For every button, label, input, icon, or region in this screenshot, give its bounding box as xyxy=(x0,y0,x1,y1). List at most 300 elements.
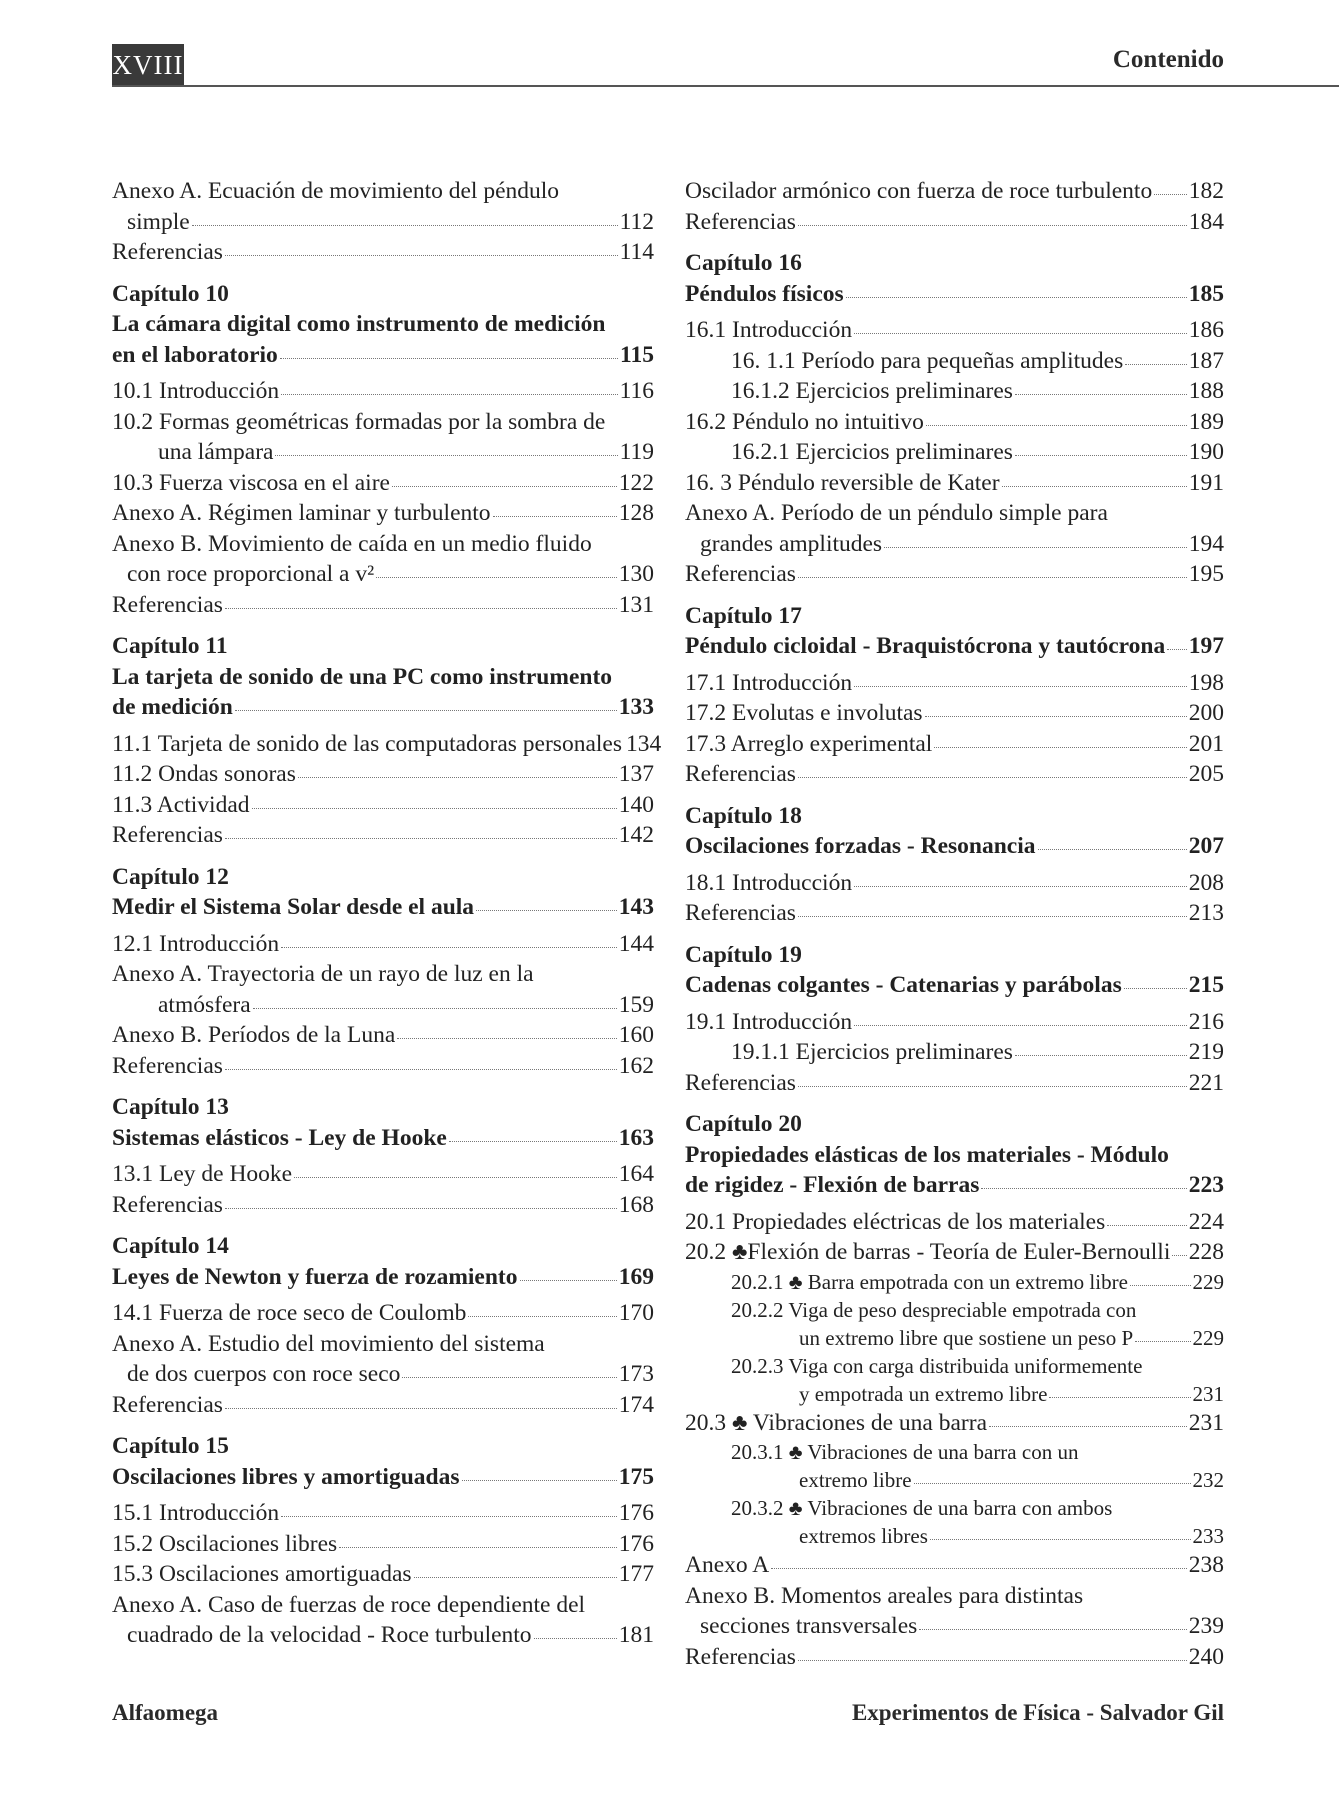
toc-entry xyxy=(112,559,654,590)
toc-entry-title: Referencias xyxy=(112,239,223,265)
dot-leader xyxy=(798,777,1187,778)
toc-entry xyxy=(112,1529,654,1560)
toc-entry-title: Anexo A. Estudio del movimiento del sistema xyxy=(112,1330,545,1357)
toc-entry-title: 16. 3 Péndulo reversible de Kater xyxy=(685,469,1000,496)
dot-leader xyxy=(449,1141,617,1142)
dot-leader xyxy=(846,297,1187,298)
toc-entry-title: atmósfera xyxy=(158,991,251,1018)
toc-page-number: 173 xyxy=(618,1361,654,1387)
toc-entry xyxy=(112,1359,654,1390)
toc-entry xyxy=(685,1494,1224,1522)
toc-entry xyxy=(685,376,1224,407)
toc-page-number: 185 xyxy=(1188,280,1224,307)
toc-entry-title: Anexo A. Período de un péndulo simple para xyxy=(685,500,1108,526)
toc-entry xyxy=(685,1296,1224,1324)
toc-chapter-line xyxy=(112,692,654,723)
toc-chapter-line xyxy=(112,279,654,310)
toc-entry-title: Anexo B. Movimiento de caída en un medio fluido xyxy=(112,530,592,557)
toc-chapter-line xyxy=(112,340,654,371)
toc-entry-title: Referencias xyxy=(112,591,223,618)
publisher: Alfaomega xyxy=(112,1700,219,1725)
dot-leader xyxy=(989,1426,1187,1427)
toc-entry-title: 20.2.1 ♣ Barra empotrada con un extremo libre xyxy=(731,1269,1128,1294)
toc-entry xyxy=(112,990,654,1021)
dot-leader xyxy=(192,225,618,226)
toc-page-number: 188 xyxy=(1188,378,1224,404)
toc-entry xyxy=(112,1051,654,1082)
toc-entry xyxy=(112,1498,654,1529)
dot-leader xyxy=(392,486,617,487)
toc-chapter-line xyxy=(112,1123,654,1154)
dot-leader xyxy=(1172,1255,1186,1256)
toc-entry-title: 16.2.1 Ejercicios preliminares xyxy=(731,439,1013,465)
toc-page-number: 205 xyxy=(1188,761,1224,787)
toc-entry xyxy=(112,407,654,438)
dot-leader xyxy=(926,425,1187,426)
toc-entry-title: 15.2 Oscilaciones libres xyxy=(112,1530,338,1557)
toc-page-number: 184 xyxy=(1188,208,1224,235)
toc-entry xyxy=(112,1159,654,1190)
toc-entry-title: 20.2.3 Viga con carga distribuida uniformemente xyxy=(731,1353,1143,1378)
toc-entry-title: Referencias xyxy=(685,900,796,926)
dot-leader xyxy=(1015,394,1187,395)
toc-entry-title: 13.1 Ley de Hooke xyxy=(112,1161,293,1187)
toc-page-number: 169 xyxy=(618,1263,654,1290)
toc-entry-title: Anexo A. Ecuación de movimiento del péndulo xyxy=(112,178,560,204)
toc-entry-title: Sistemas elásticos - Ley de Hooke xyxy=(112,1124,447,1151)
toc-chapter-line xyxy=(112,1231,654,1262)
toc-page-number: 194 xyxy=(1188,530,1224,557)
toc-entry-title: Capítulo 20 xyxy=(685,1111,802,1137)
toc-page-number: 233 xyxy=(1192,1524,1224,1548)
toc-entry xyxy=(685,468,1224,499)
toc-page-number: 133 xyxy=(618,694,654,720)
toc-entry-title: 18.1 Introducción xyxy=(685,869,853,896)
toc-entry-title: 14.1 Fuerza de roce seco de Coulomb xyxy=(112,1300,467,1326)
toc-entry-title: con roce proporcional a v² xyxy=(127,561,375,587)
toc-entry xyxy=(685,559,1224,590)
toc-page-number: 232 xyxy=(1192,1468,1224,1492)
toc-entry-title: Referencias xyxy=(685,208,796,235)
toc-entry xyxy=(112,1559,654,1590)
toc-page-number: 238 xyxy=(1188,1552,1224,1578)
toc-page-number: 224 xyxy=(1188,1208,1224,1235)
toc-page-number: 131 xyxy=(618,591,654,618)
toc-entry xyxy=(112,959,654,990)
toc-page-number: 116 xyxy=(619,378,654,404)
dot-leader xyxy=(225,1408,617,1409)
toc-entry-title: secciones transversales xyxy=(700,1613,918,1639)
toc-entry xyxy=(685,1611,1224,1642)
dot-leader xyxy=(854,686,1187,687)
toc-entry xyxy=(685,1237,1224,1268)
toc-chapter-line xyxy=(112,309,654,340)
toc-entry-title: Capítulo 15 xyxy=(112,1433,229,1459)
toc-page-number: 239 xyxy=(1188,1613,1224,1639)
toc-entry-title: Referencias xyxy=(112,1052,223,1079)
dot-leader xyxy=(1125,364,1187,365)
toc-page-number: 200 xyxy=(1188,700,1224,726)
toc-entry xyxy=(685,1068,1224,1099)
toc-page-number: 177 xyxy=(618,1561,654,1587)
toc-page-number: 181 xyxy=(618,1622,654,1648)
toc-entry xyxy=(112,1390,654,1421)
toc-entry xyxy=(685,176,1224,207)
dot-leader xyxy=(281,394,618,395)
toc-entry xyxy=(112,820,654,851)
toc-entry xyxy=(685,1207,1224,1238)
toc-page-number: 159 xyxy=(618,991,654,1018)
toc-entry xyxy=(685,668,1224,699)
toc-entry-title: 15.1 Introducción xyxy=(112,1500,280,1526)
toc-page-number: 163 xyxy=(618,1124,654,1151)
toc-entry xyxy=(685,759,1224,790)
toc-entry xyxy=(685,498,1224,529)
dot-leader xyxy=(1107,1225,1187,1226)
dot-leader xyxy=(798,225,1187,226)
toc-page-number: 215 xyxy=(1188,972,1224,998)
toc-entry-title: Leyes de Newton y fuerza de rozamiento xyxy=(112,1263,518,1290)
toc-page-number: 221 xyxy=(1188,1069,1224,1096)
toc-page-number: 229 xyxy=(1192,1269,1224,1294)
dot-leader xyxy=(925,716,1187,717)
toc-entry-title: 10.3 Fuerza viscosa en el aire xyxy=(112,469,390,496)
toc-entry xyxy=(685,868,1224,899)
toc-entry-title: Referencias xyxy=(112,822,223,848)
toc-chapter-line xyxy=(685,970,1224,1001)
dot-leader xyxy=(798,577,1187,578)
toc-entry xyxy=(112,529,654,560)
toc-page-number: 143 xyxy=(618,894,654,920)
section-title: Contenido xyxy=(1112,46,1224,73)
toc-page-number: 208 xyxy=(1188,869,1224,896)
toc-page-number: 189 xyxy=(1188,408,1224,435)
toc-entry xyxy=(112,437,654,468)
toc-entry xyxy=(112,729,662,760)
toc-entry xyxy=(685,1007,1224,1038)
toc-page-number: 112 xyxy=(619,208,654,235)
toc-chapter-line xyxy=(112,662,654,693)
dot-leader xyxy=(275,455,617,456)
toc-page-number: 144 xyxy=(618,930,654,957)
toc-chapter-line xyxy=(685,601,1224,632)
toc-entry-title: Referencias xyxy=(685,761,796,787)
dot-leader xyxy=(1049,1397,1190,1398)
toc-entry-title: de dos cuerpos con roce seco xyxy=(127,1361,401,1387)
toc-page-number: 175 xyxy=(618,1463,654,1490)
dot-leader xyxy=(534,1638,617,1639)
toc-page-number: 195 xyxy=(1188,561,1224,587)
toc-entry-title: Capítulo 16 xyxy=(685,250,802,276)
toc-entry xyxy=(685,1037,1224,1068)
toc-page-number: 231 xyxy=(1192,1381,1224,1406)
dot-leader xyxy=(225,1208,617,1209)
toc-entry-title: 11.3 Actividad xyxy=(112,791,250,818)
toc-entry xyxy=(112,237,654,268)
toc-entry xyxy=(112,929,654,960)
toc-entry-title: 19.1.1 Ejercicios preliminares xyxy=(731,1039,1013,1065)
toc-chapter-line xyxy=(685,1170,1224,1201)
dot-leader xyxy=(771,1568,1187,1569)
toc-entry xyxy=(685,1581,1224,1612)
toc-entry-title: en el laboratorio xyxy=(112,341,278,368)
toc-entry xyxy=(112,790,654,821)
page-number: XVIII xyxy=(112,44,184,86)
toc-entry-title: Capítulo 12 xyxy=(112,863,229,890)
toc-entry-title: extremo libre xyxy=(799,1468,912,1492)
toc-entry-title: grandes amplitudes xyxy=(700,530,883,557)
toc-entry xyxy=(685,1466,1224,1494)
toc-entry-title: y empotrada un extremo libre xyxy=(799,1381,1048,1406)
toc-page-number: 228 xyxy=(1188,1239,1224,1265)
toc-entry xyxy=(685,437,1224,468)
toc-entry-title: 20.2 ♣Flexión de barras - Teoría de Euler-Bernoulli xyxy=(685,1239,1171,1265)
toc-page-number: 130 xyxy=(618,561,654,587)
toc-page-number: 160 xyxy=(618,1022,654,1048)
toc-chapter-line xyxy=(685,279,1224,310)
toc-page-number: 190 xyxy=(1188,439,1224,465)
dot-leader xyxy=(930,1539,1191,1540)
toc-chapter-line xyxy=(685,831,1224,862)
toc-entry xyxy=(685,1522,1224,1550)
toc-entry-title: Oscilador armónico con fuerza de roce turbulento xyxy=(685,178,1153,204)
toc-entry-title: 10.2 Formas geométricas formadas por la sombra de xyxy=(112,408,606,435)
dot-leader xyxy=(298,777,617,778)
dot-leader xyxy=(854,1025,1187,1026)
toc-entry-title: 16.2 Péndulo no intuitivo xyxy=(685,408,924,435)
toc-chapter-line xyxy=(685,940,1224,971)
toc-entry xyxy=(685,1352,1224,1380)
dot-leader xyxy=(919,1629,1186,1630)
toc-entry-title: Péndulo cicloidal - Braquistócrona y tautócrona xyxy=(685,633,1166,659)
toc-entry-title: de rigidez - Flexión de barras xyxy=(685,1172,980,1198)
toc-page-number: 164 xyxy=(618,1161,654,1187)
toc-page-number: 231 xyxy=(1188,1409,1224,1436)
toc-entry-title: Anexo A xyxy=(685,1552,770,1578)
dot-leader xyxy=(884,547,1187,548)
toc-entry xyxy=(112,376,654,407)
dot-leader xyxy=(402,1377,616,1378)
toc-chapter-line xyxy=(112,862,654,893)
dot-leader xyxy=(493,516,617,517)
dot-leader xyxy=(376,577,617,578)
toc-page-number: 162 xyxy=(618,1052,654,1079)
dot-leader xyxy=(294,1177,617,1178)
dot-leader xyxy=(468,1316,616,1317)
dot-leader xyxy=(854,886,1187,887)
toc-entry-title: 15.3 Oscilaciones amortiguadas xyxy=(112,1561,412,1587)
dot-leader xyxy=(914,1483,1191,1484)
toc-chapter-line xyxy=(685,1109,1224,1140)
toc-entry xyxy=(685,1550,1224,1581)
toc-entry xyxy=(685,1324,1224,1352)
dot-leader xyxy=(225,255,618,256)
toc-entry xyxy=(685,729,1224,760)
toc-chapter-line xyxy=(112,1462,654,1493)
toc-chapter-line xyxy=(112,1262,654,1293)
toc-entry-title: Capítulo 14 xyxy=(112,1233,229,1259)
book-title-author: Experimentos de Física - Salvador Gil xyxy=(851,1700,1224,1725)
toc-chapter-line xyxy=(112,631,654,662)
dot-leader xyxy=(981,1188,1186,1189)
dot-leader xyxy=(1038,849,1187,850)
dot-leader xyxy=(1015,1055,1187,1056)
toc-entry-title: Referencias xyxy=(685,1069,796,1096)
toc-page-number: 122 xyxy=(618,469,654,496)
toc-entry-title: 17.1 Introducción xyxy=(685,669,853,696)
toc-entry-title: Propiedades elásticas de los materiales - Módulo xyxy=(685,1141,1169,1168)
toc-entry-title: Anexo A. Trayectoria de un rayo de luz en la xyxy=(112,961,534,987)
dot-leader xyxy=(281,1516,617,1517)
toc-entry-title: Capítulo 11 xyxy=(112,633,228,659)
toc-page-number: 191 xyxy=(1188,469,1224,496)
toc-chapter-line xyxy=(112,1431,654,1462)
dot-leader xyxy=(252,808,617,809)
toc-page-number: 182 xyxy=(1188,178,1224,204)
toc-entry-title: Capítulo 10 xyxy=(112,280,229,307)
dot-leader xyxy=(476,910,617,911)
dot-leader xyxy=(798,1086,1187,1087)
toc-entry-title: Anexo B. Períodos de la Luna xyxy=(112,1022,396,1048)
toc-entry-title: 20.2.2 Viga de peso despreciable empotrada con xyxy=(731,1297,1137,1322)
toc-page-number: 207 xyxy=(1188,833,1224,859)
toc-entry-title: 17.2 Evolutas e involutas xyxy=(685,700,923,726)
toc-entry xyxy=(112,1190,654,1221)
toc-chapter-line xyxy=(685,1140,1224,1171)
toc-entry xyxy=(112,176,654,207)
toc-page-number: 198 xyxy=(1188,669,1224,696)
toc-entry-title: 16.1.2 Ejercicios preliminares xyxy=(731,378,1013,404)
dot-leader xyxy=(1154,194,1187,195)
toc-entry-title: Péndulos físicos xyxy=(685,280,844,307)
header-rule xyxy=(112,85,1339,87)
toc-entry-title: Medir el Sistema Solar desde el aula xyxy=(112,894,475,920)
toc-page-number: 137 xyxy=(618,761,654,787)
toc-page-number: 186 xyxy=(1188,317,1224,343)
toc-column-left xyxy=(112,176,662,1651)
toc-entry-title: 20.3.1 ♣ Vibraciones de una barra con un xyxy=(731,1440,1079,1464)
dot-leader xyxy=(798,1660,1187,1661)
toc-entry xyxy=(112,207,654,238)
toc-entry xyxy=(112,1620,654,1651)
toc-entry xyxy=(112,468,654,499)
toc-page-number: 229 xyxy=(1192,1325,1224,1350)
toc-page-number: 170 xyxy=(618,1300,654,1326)
dot-leader xyxy=(798,916,1187,917)
toc-entry xyxy=(685,207,1224,238)
dot-leader xyxy=(1130,1285,1191,1286)
toc-entry xyxy=(685,529,1224,560)
toc-entry-title: 20.3.2 ♣ Vibraciones de una barra con ambos xyxy=(731,1496,1113,1520)
toc-chapter-line xyxy=(112,1092,654,1123)
toc-entry-title: Anexo B. Momentos areales para distintas xyxy=(685,1582,1084,1609)
toc-entry-title: extremos libres xyxy=(799,1524,928,1548)
toc-entry-title: La tarjeta de sonido de una PC como instrumento xyxy=(112,663,613,690)
dot-leader xyxy=(414,1577,617,1578)
toc-entry xyxy=(112,590,654,621)
toc-entry-title: 19.1 Introducción xyxy=(685,1008,853,1035)
toc-page-number: 128 xyxy=(618,500,654,526)
toc-entry-title: 17.3 Arreglo experimental xyxy=(685,730,933,757)
toc-entry-title: Oscilaciones forzadas - Resonancia xyxy=(685,833,1036,859)
dot-leader xyxy=(225,608,617,609)
toc-entry xyxy=(685,1408,1224,1439)
toc-page-number: 114 xyxy=(619,239,654,265)
dot-leader xyxy=(253,1008,617,1009)
toc-entry-title: 11.1 Tarjeta de sonido de las computadoras personales xyxy=(112,730,622,757)
toc-entry xyxy=(112,1590,654,1621)
toc-entry-title: Capítulo 19 xyxy=(685,941,802,968)
toc-page-number: 119 xyxy=(619,439,654,465)
toc-page-number: 168 xyxy=(618,1191,654,1218)
toc-page-number: 140 xyxy=(618,791,654,818)
dot-leader xyxy=(1167,649,1187,650)
dot-leader xyxy=(1124,988,1187,989)
toc-entry-title: 11.2 Ondas sonoras xyxy=(112,761,296,787)
toc-page-number: 240 xyxy=(1188,1643,1224,1670)
toc-entry-title: Referencias xyxy=(685,1643,796,1670)
toc-column-right xyxy=(685,176,1224,1672)
toc-entry-title: de medición xyxy=(112,694,233,720)
toc-entry xyxy=(685,346,1224,377)
toc-entry xyxy=(685,1380,1224,1408)
toc-entry-title: simple xyxy=(127,208,190,235)
toc-entry-title: La cámara digital como instrumento de medición xyxy=(112,311,606,337)
dot-leader xyxy=(934,747,1186,748)
dot-leader xyxy=(281,947,617,948)
toc-chapter-line xyxy=(685,631,1224,662)
toc-entry-title: 16.1 Introducción xyxy=(685,317,853,343)
dot-leader xyxy=(1002,486,1187,487)
toc-entry-title: 20.3 ♣ Vibraciones de una barra xyxy=(685,1409,988,1436)
toc-entry-title: Capítulo 18 xyxy=(685,802,802,829)
toc-entry xyxy=(685,1438,1224,1466)
toc-page-number: 134 xyxy=(626,730,662,757)
toc-entry xyxy=(685,698,1224,729)
toc-entry-title: un extremo libre que sostiene un peso P xyxy=(799,1325,1134,1350)
dot-leader xyxy=(1015,455,1187,456)
toc-page-number: 219 xyxy=(1188,1039,1224,1065)
toc-page-number: 201 xyxy=(1188,730,1224,757)
toc-entry-title: cuadrado de la velocidad - Roce turbulento xyxy=(127,1622,532,1648)
toc-entry xyxy=(685,315,1224,346)
dot-leader xyxy=(225,838,617,839)
toc-entry-title: Referencias xyxy=(685,561,796,587)
toc-entry xyxy=(685,1268,1224,1296)
dot-leader xyxy=(397,1038,616,1039)
toc-page-number: 216 xyxy=(1188,1008,1224,1035)
toc-entry-title: Capítulo 17 xyxy=(685,602,802,629)
toc-entry-title: Referencias xyxy=(112,1391,223,1418)
toc-chapter-line xyxy=(112,892,654,923)
dot-leader xyxy=(520,1280,617,1281)
toc-page-number: 176 xyxy=(618,1530,654,1557)
dot-leader xyxy=(225,1069,617,1070)
toc-entry xyxy=(685,1642,1224,1673)
toc-entry-title: Anexo A. Régimen laminar y turbulento xyxy=(112,500,491,526)
toc-entry-title: Anexo A. Caso de fuerzas de roce dependiente del xyxy=(112,1591,586,1618)
toc-entry xyxy=(112,498,654,529)
toc-entry xyxy=(112,1329,654,1360)
dot-leader xyxy=(235,710,617,711)
toc-chapter-line xyxy=(685,248,1224,279)
dot-leader xyxy=(339,1547,617,1548)
toc-entry xyxy=(685,407,1224,438)
toc-page-number: 187 xyxy=(1188,347,1224,374)
dot-leader xyxy=(280,358,618,359)
toc-entry xyxy=(112,1298,654,1329)
toc-entry xyxy=(112,759,654,790)
